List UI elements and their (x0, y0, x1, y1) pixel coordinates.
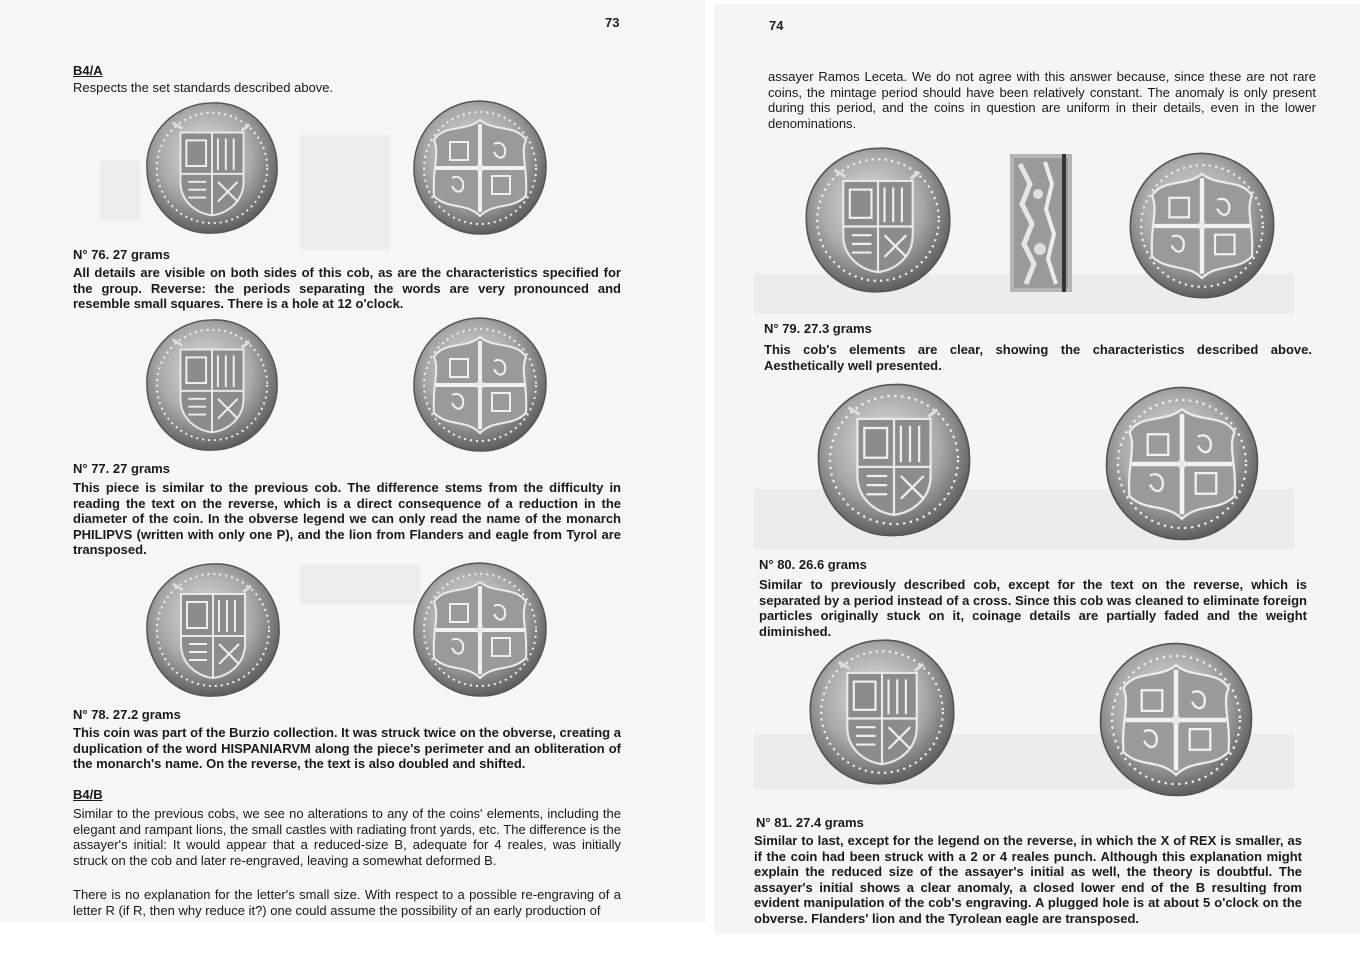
coin-reverse-image (1126, 150, 1278, 302)
section-paragraph: Similar to the previous cobs, we see no alterations to any of the coins' elements, including the elegant and rampant lions, the small castles with radiating front yards, etc. The difference is the assayer's initial: It would appear that a reduced-size B, adequate for 4 reales, was initially struck on the cob and later re-engraved, leaving a somewhat deformed B. (73, 806, 621, 868)
item-text: All details are visible on both sides of this cob, as are the characteristics specified for the group. Reverse: the periods separating the words are very pronounced and resemble small squares. There is a hole at 12 o'clock. (73, 265, 621, 311)
item-text: This cob's elements are clear, showing the characteristics described above. Aesthetically well presented. (764, 342, 1312, 373)
coin-edge-detail-image (1010, 154, 1072, 292)
show-through-shadow (100, 160, 140, 220)
section-paragraph: There is no explanation for the letter's small size. With respect to a possible re-engraving of a letter R (if R, then why reduce it?) one could assume the possibility of an early production of (73, 887, 621, 918)
coin-reverse-image (1102, 384, 1262, 544)
coin-obverse-image (802, 144, 954, 296)
coin-obverse-image (143, 315, 281, 455)
item-title: N° 81. 27.4 grams (756, 815, 864, 830)
item-text: This coin was part of the Burzio collection. It was struck twice on the obverse, creating a duplication of the word HISPANIARVM along the piece's perimeter and an obliteration of the monarch's name. On the reverse, the text is also doubled and shifted. (73, 725, 621, 771)
intro-paragraph: assayer Ramos Leceta. We do not agree with this answer because, since these are not rare coins, the mintage period should have been relatively constant. The anomaly is only present during this period, and the coins in question are uniform in their details, even in the lower denominations. (768, 69, 1316, 131)
item-title: N° 78. 27.2 grams (73, 707, 181, 722)
item-title: N° 76. 27 grams (73, 247, 170, 262)
item-text: This piece is similar to the previous cob. The difference stems from the difficulty in reading the text on the reverse, which is a direct consequence of a reduction in the diameter of the coin. In the obverse legend we can only read the name of the monarch PHILIPVS (written with only one P), and the lion from Flanders and eagle from Tyrol are transposed. (73, 480, 621, 557)
item-title: N° 77. 27 grams (73, 461, 170, 476)
coin-obverse-image (806, 632, 958, 792)
item-text: Similar to last, except for the legend on the reverse, in which the X of REX is smaller, as if the coin had been struck with a 2 or 4 reales punch. Although this explanation might explain the reduced size of the assayer's initial as well, the theory is doubtful. The assayer's initial shows a clear anomaly, a closed lower end of the B resulting from evident manipulation of the cob's engraving. A plugged hole is at about 5 o'clock on the obverse. Flanders' lion and the Tyrolean eagle are transposed. (754, 833, 1302, 926)
right-page (714, 4, 1360, 934)
show-through-shadow (300, 565, 420, 605)
page-number: 73 (605, 15, 620, 30)
coin-reverse-image (1096, 640, 1256, 800)
coin-obverse-image (143, 560, 283, 700)
item-title: N° 80. 26.6 grams (759, 557, 867, 572)
coin-reverse-image (410, 560, 550, 700)
item-text: Similar to previously described cob, except for the text on the reverse, which is separated by a period instead of a cross. Since this cob was cleaned to eliminate foreign particles originally stuck on it, coinage details are partially faded and the weight diminished. (759, 577, 1307, 639)
coin-obverse-image (814, 380, 974, 540)
page-number: 74 (769, 18, 784, 33)
left-page (0, 0, 706, 922)
page-gutter (706, 0, 714, 974)
section-heading-b4a: B4/A (73, 63, 103, 78)
section-heading-b4b: B4/B (73, 787, 103, 802)
section-text-b4a: Respects the set standards described above. (73, 80, 334, 95)
coin-obverse-image (143, 98, 281, 238)
coin-reverse-image (410, 315, 550, 455)
coin-reverse-image (410, 98, 550, 238)
item-title: N° 79. 27.3 grams (764, 321, 872, 336)
show-through-shadow (300, 135, 390, 250)
